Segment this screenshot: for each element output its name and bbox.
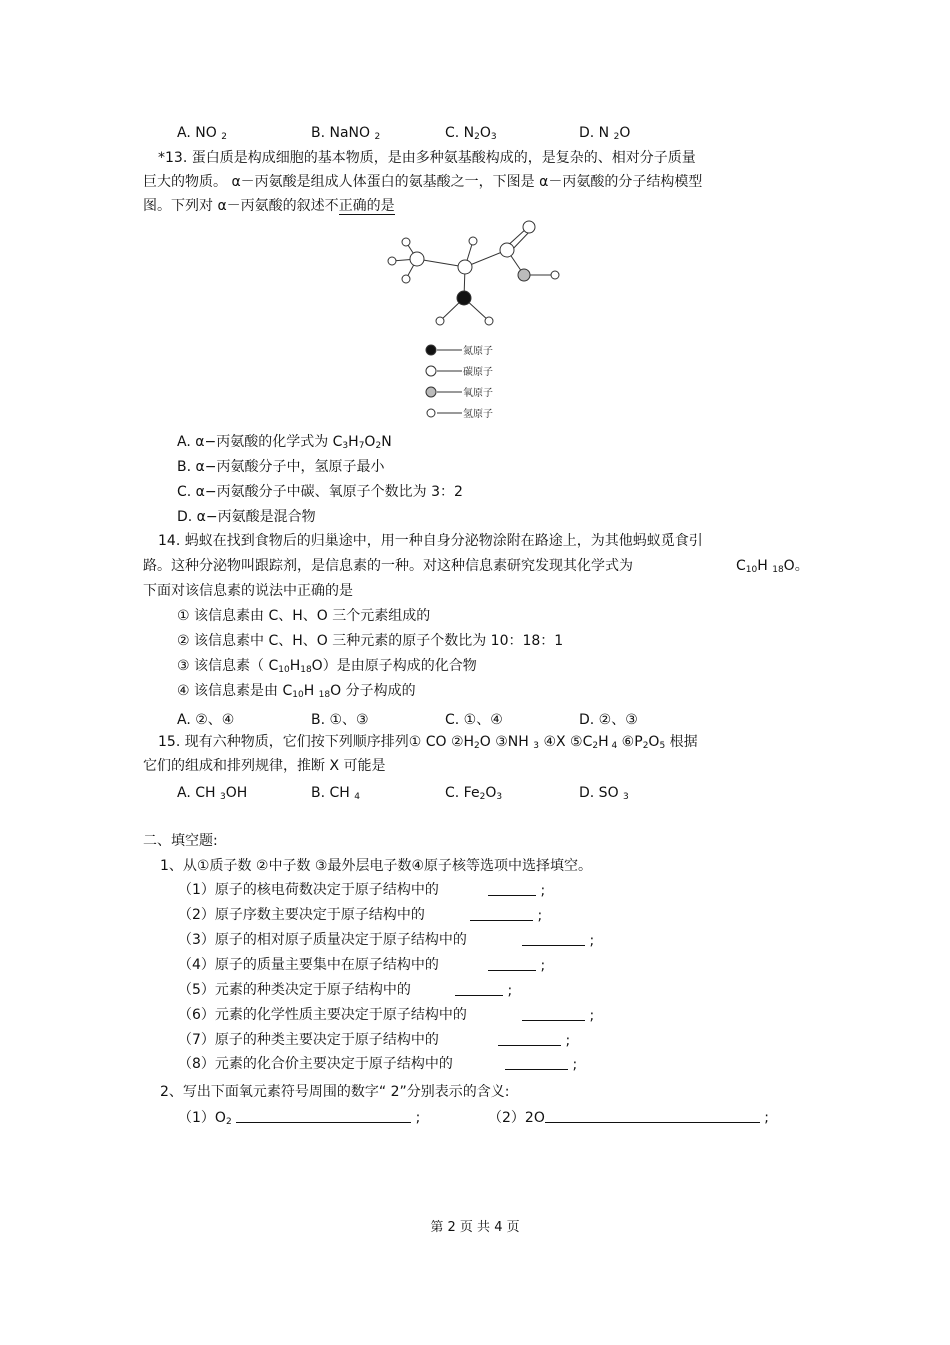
legend-carbon-label: 碳原子 [463, 367, 493, 378]
fill-blank-8[interactable]: ; [505, 1055, 577, 1074]
fill-q2-blank1[interactable] [236, 1108, 411, 1123]
fill-q2-part1: $(1)O_2$ ; [178, 1110, 421, 1127]
q15-option-b: B. CH $_4$ [311, 785, 360, 802]
q15-option-d: D. SO $_3$ [579, 785, 629, 802]
oxygen-atom [518, 269, 530, 281]
fill-q2-part2: （2）2O ; [488, 1110, 770, 1126]
q15-options [177, 785, 737, 803]
hydrogen-atom [436, 317, 444, 325]
legend-hydrogen-symbol [427, 409, 435, 417]
fill-q1-intro: 1、从①质子数 ②中子数 ③最外层电子数④原子核等选项中选择填空。 [160, 858, 593, 874]
carbon-atom [410, 252, 424, 266]
q13-option-c: C. α−丙氨酸分子中碳、氧原子个数比为 3：2 [177, 484, 463, 500]
legend-oxygen-symbol [426, 387, 436, 397]
alanine-molecule-diagram [380, 215, 570, 425]
q13-option-a: A. α−丙氨酸的化学式为 $C_3H_7O_2N$ [177, 434, 392, 451]
fill-blank-1[interactable]: ; [488, 881, 545, 900]
q13-line2: 巨大的物质。 α－丙氨酸是组成人体蛋白的氨基酸之一，下图是 α－丙氨酸的分子结构模型 [143, 174, 703, 190]
page-footer: 第 2 页 共 4 页 [430, 1220, 520, 1235]
q12-option-b: B. NaNO $_2$ [311, 125, 381, 142]
fill-item-7: （7）原子的种类主要决定于原子结构中的 [178, 1032, 439, 1048]
fill-item-8: （8）元素的化合价主要决定于原子结构中的 [178, 1056, 453, 1072]
fill-blank-4[interactable]: ; [488, 956, 545, 975]
legend-nitrogen-symbol [426, 345, 436, 355]
q12-option-a: A. NO $_2$ [177, 125, 227, 142]
hydrogen-atom [388, 257, 396, 265]
legend-nitrogen-label: 氮原子 [463, 346, 493, 357]
fill-item-1: （1）原子的核电荷数决定于原子结构中的 [178, 882, 439, 898]
q15-line2: 它们的组成和排列规律，推断 X 可能是 [143, 758, 386, 774]
q14-option-a: A. ②、④ [177, 712, 235, 728]
q14-line1: 14. 蚂蚁在找到食物后的归巢途中，用一种自身分泌物涂附在路途上，为其他蚂蚁觅食引 [158, 533, 703, 549]
nitrogen-atom [457, 291, 471, 305]
q14-option-c: C. ①、④ [445, 712, 503, 728]
fill-q2-blank2[interactable] [545, 1108, 760, 1123]
legend-hydrogen-label: 氢原子 [463, 409, 493, 420]
carbon-atom [500, 243, 514, 257]
hydrogen-atom [551, 271, 559, 279]
hydrogen-atom [469, 237, 477, 245]
fill-blank-6[interactable]: ; [522, 1006, 594, 1025]
q13-option-d: D. α−丙氨酸是混合物 [177, 509, 316, 525]
q14-statement-4: ④ 该信息素是由 $C_{10}H$ $_{18}$O 分子构成的 [177, 683, 416, 700]
hydrogen-atom [402, 238, 410, 246]
q14-statement-3: ③ 该信息素（ $C_{10}H_{18}O$）是由原子构成的化合物 [177, 658, 477, 675]
q14-statement-1: ① 该信息素由 C、H、O 三个元素组成的 [177, 608, 431, 624]
q14-options [177, 709, 737, 727]
fill-item-3: （3）原子的相对原子质量决定于原子结构中的 [178, 932, 467, 948]
q14-formula: $C_{10}H$ $_{18}$O。 [736, 558, 809, 575]
fill-blank-3[interactable]: ; [522, 931, 594, 950]
q14-statement-2: ② 该信息素中 C、H、O 三种元素的原子个数比为 10：18：1 [177, 633, 564, 649]
legend-oxygen-label: 氧原子 [463, 388, 493, 399]
q15-option-c: C. $Fe_2O_3$ [445, 785, 503, 802]
fill-item-6: （6）元素的化学性质主要决定于原子结构中的 [178, 1007, 467, 1023]
q15-option-a: A. CH $_3$OH [177, 785, 248, 802]
q13-line3: 图。下列对 α－丙氨酸的叙述不正确的是 [143, 198, 395, 214]
q13-line1: *13. 蛋白质是构成细胞的基本物质，是由多种氨基酸构成的，是复杂的、相对分子质量 [158, 150, 696, 166]
q14-line2: 路。这种分泌物叫跟踪剂，是信息素的一种。对这种信息素研究发现其化学式为 [143, 558, 633, 574]
legend-carbon-symbol [426, 366, 436, 376]
q14-line3: 下面对该信息素的说法中正确的是 [143, 583, 353, 599]
fill-item-4: （4）原子的质量主要集中在原子结构中的 [178, 957, 439, 973]
q13-underlined-text: 正确的是 [338, 198, 395, 214]
section2-heading: 二、填空题: [143, 833, 218, 849]
q12-option-c: C. $N_2O_3$ [445, 125, 497, 142]
hydrogen-atom [485, 317, 493, 325]
q14-option-b: B. ①、③ [311, 712, 369, 728]
hydrogen-atom [402, 275, 410, 283]
carbon-atom [458, 260, 472, 274]
q15-line1: 15. 现有六种物质，它们按下列顺序排列① CO $②H_2O$ ③NH $_3$ ④X $⑤C_2H$ $_4$ $⑥P_2O_5$ 根据 [158, 734, 698, 751]
q13-option-b: B. α−丙氨酸分子中，氢原子最小 [177, 459, 385, 475]
fill-q2-intro: 2、写出下面氧元素符号周围的数字“ 2”分别表示的含义: [160, 1084, 510, 1100]
q14-option-d: D. ②、③ [579, 712, 638, 728]
fill-blank-7[interactable]: ; [498, 1031, 570, 1050]
fill-blank-5[interactable]: ; [455, 981, 512, 1000]
fill-item-2: （2）原子序数主要决定于原子结构中的 [178, 907, 425, 923]
q12-options [177, 125, 737, 143]
fill-item-5: （5）元素的种类决定于原子结构中的 [178, 982, 411, 998]
q12-option-d: D. N $_2$O [579, 125, 631, 142]
oxygen-atom [523, 221, 535, 233]
fill-blank-2[interactable]: ; [470, 906, 542, 925]
